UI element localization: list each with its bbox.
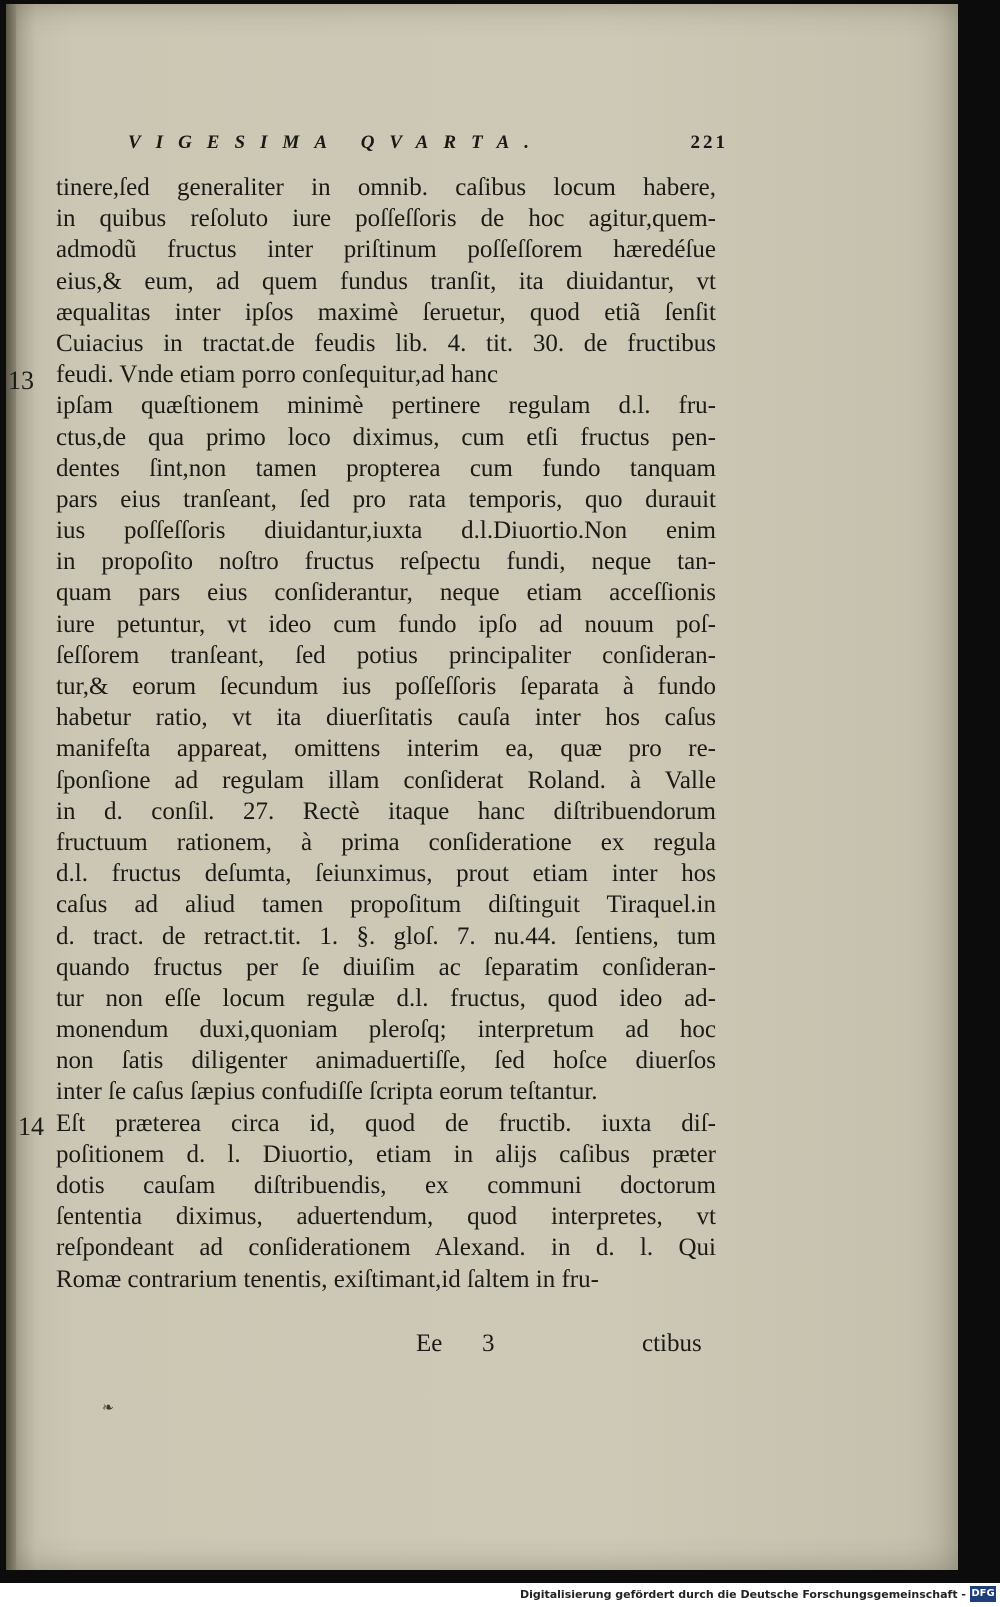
page-header xyxy=(128,132,728,156)
text-line: ſententia diximus, aduertendum, quod interpretes, vt xyxy=(56,1203,716,1231)
signature-mark: Ee xyxy=(416,1330,443,1357)
text-line: dentes ſint,non tamen propterea cum fundo tanquam xyxy=(56,454,716,482)
printer-ornament-icon: ❧ xyxy=(102,1400,114,1416)
text-line: eius,& eum, ad quem fundus tranſit, ita diuidantur, vt xyxy=(56,267,716,295)
text-line: ſponſione ad regulam illam conſiderat Roland. à Valle xyxy=(56,766,716,794)
text-line: quam pars eius conſiderantur, neque etiam acceſſionis xyxy=(56,579,716,607)
text-line: dotis cauſam diſtribuendis, ex communi doctorum xyxy=(56,1172,716,1199)
text-line: ius poſſeſſoris diuidantur,iuxta d.l.Diuortio.Non enim xyxy=(56,517,716,545)
text-line: admodũ fructus inter priſtinum poſſeſſorem hæredéſue xyxy=(56,236,716,264)
page-gutter xyxy=(6,4,16,1570)
text-line: quando fructus per ſe diuiſim ac ſeparatim conſideran- xyxy=(56,953,716,981)
text-line: Romæ contrarium tenentis, exiſtimant,id ſaltem in fru- xyxy=(56,1265,599,1293)
text-line: fructuum rationem, à prima conſideratione ex regula xyxy=(56,828,716,856)
text-line: Eſt præterea circa id, quod de fructib. iuxta diſ- xyxy=(56,1109,716,1137)
signature-number: 3 xyxy=(482,1330,495,1357)
text-line: pars eius tranſeant, ſed pro rata temporis, quo durauit xyxy=(56,485,716,513)
text-line: monendum duxi,quoniam pleroſq; interpretum ad hoc xyxy=(56,1016,716,1044)
text-line: feudi. Vnde etiam porro conſequitur,ad hanc xyxy=(56,361,499,389)
catchword: ctibus xyxy=(642,1330,702,1357)
margin-number-14: 14 xyxy=(18,1112,44,1141)
text-line: in propoſito noſtro fructus reſpectu fundi, neque tan- xyxy=(56,548,716,576)
text-line: in d. conſil. 27. Rectè itaque hanc diſtribuendorum xyxy=(56,797,716,825)
text-line: poſitionem d. l. Diuortio, etiam in alijs caſibus præter xyxy=(56,1140,716,1168)
text-line: in quibus reſoluto iure poſſeſſoris de hoc agitur,quem- xyxy=(56,205,716,233)
text-line: tur,& eorum ſecundum ius poſſeſſoris ſeparata à fundo xyxy=(56,673,716,700)
text-line: inter ſe caſus ſæpius confudiſſe ſcripta eorum teſtantur. xyxy=(56,1078,598,1106)
text-line: caſus ad aliud tamen propoſitum diſtinguit Tiraquel.in xyxy=(56,891,716,919)
body-text xyxy=(56,172,716,1295)
text-line: Cuiacius in tractat.de feudis lib. 4. tit. 30. de fructibus xyxy=(56,329,716,357)
margin-number-13: 13 xyxy=(8,366,34,395)
folio-number: 221 xyxy=(690,132,728,153)
funding-credit: Digitalisierung gefördert durch die Deutsche Forschungsgemeinschaft - xyxy=(519,1588,966,1601)
text-line: iure petuntur, vt ideo cum fundo ipſo ad nouum poſ- xyxy=(56,610,716,638)
text-line: ipſam quæſtionem minimè pertinere regulam d.l. fru- xyxy=(56,392,716,420)
footer-bar xyxy=(0,1583,1000,1607)
text-line: æqualitas inter ipſos maximè ſeruetur, quod etiã ſenſit xyxy=(56,298,716,326)
text-line: tinere,ſed generaliter in omnib. caſibus locum habere, xyxy=(56,174,716,201)
text-line: habetur ratio, vt ita diuerſitatis cauſa inter hos caſus xyxy=(56,704,716,732)
text-line: d. tract. de retract.tit. 1. §. gloſ. 7. nu.44. ſentiens, tum xyxy=(56,922,716,950)
text-line: manifeſta appareat, omittens interim ea, quæ pro re- xyxy=(56,735,716,763)
text-line: ctus,de qua primo loco diximus, cum etſi fructus pen- xyxy=(56,423,716,451)
text-line: ſeſſorem tranſeant, ſed potius principaliter conſideran- xyxy=(56,641,716,669)
text-line: tur non eſſe locum regulæ d.l. fructus, quod ideo ad- xyxy=(56,984,716,1012)
text-line: d.l. fructus deſumta, ſeiunximus, prout etiam inter hos xyxy=(56,860,716,888)
dfg-logo-icon[interactable]: DFG xyxy=(970,1586,996,1602)
running-head: VIGESIMA QVARTA. xyxy=(128,132,545,153)
text-line: reſpondeant ad conſiderationem Alexand. in d. l. Qui xyxy=(56,1234,716,1262)
text-line: non ſatis diligenter animaduertiſſe, ſed hoſce diuerſos xyxy=(56,1047,716,1075)
